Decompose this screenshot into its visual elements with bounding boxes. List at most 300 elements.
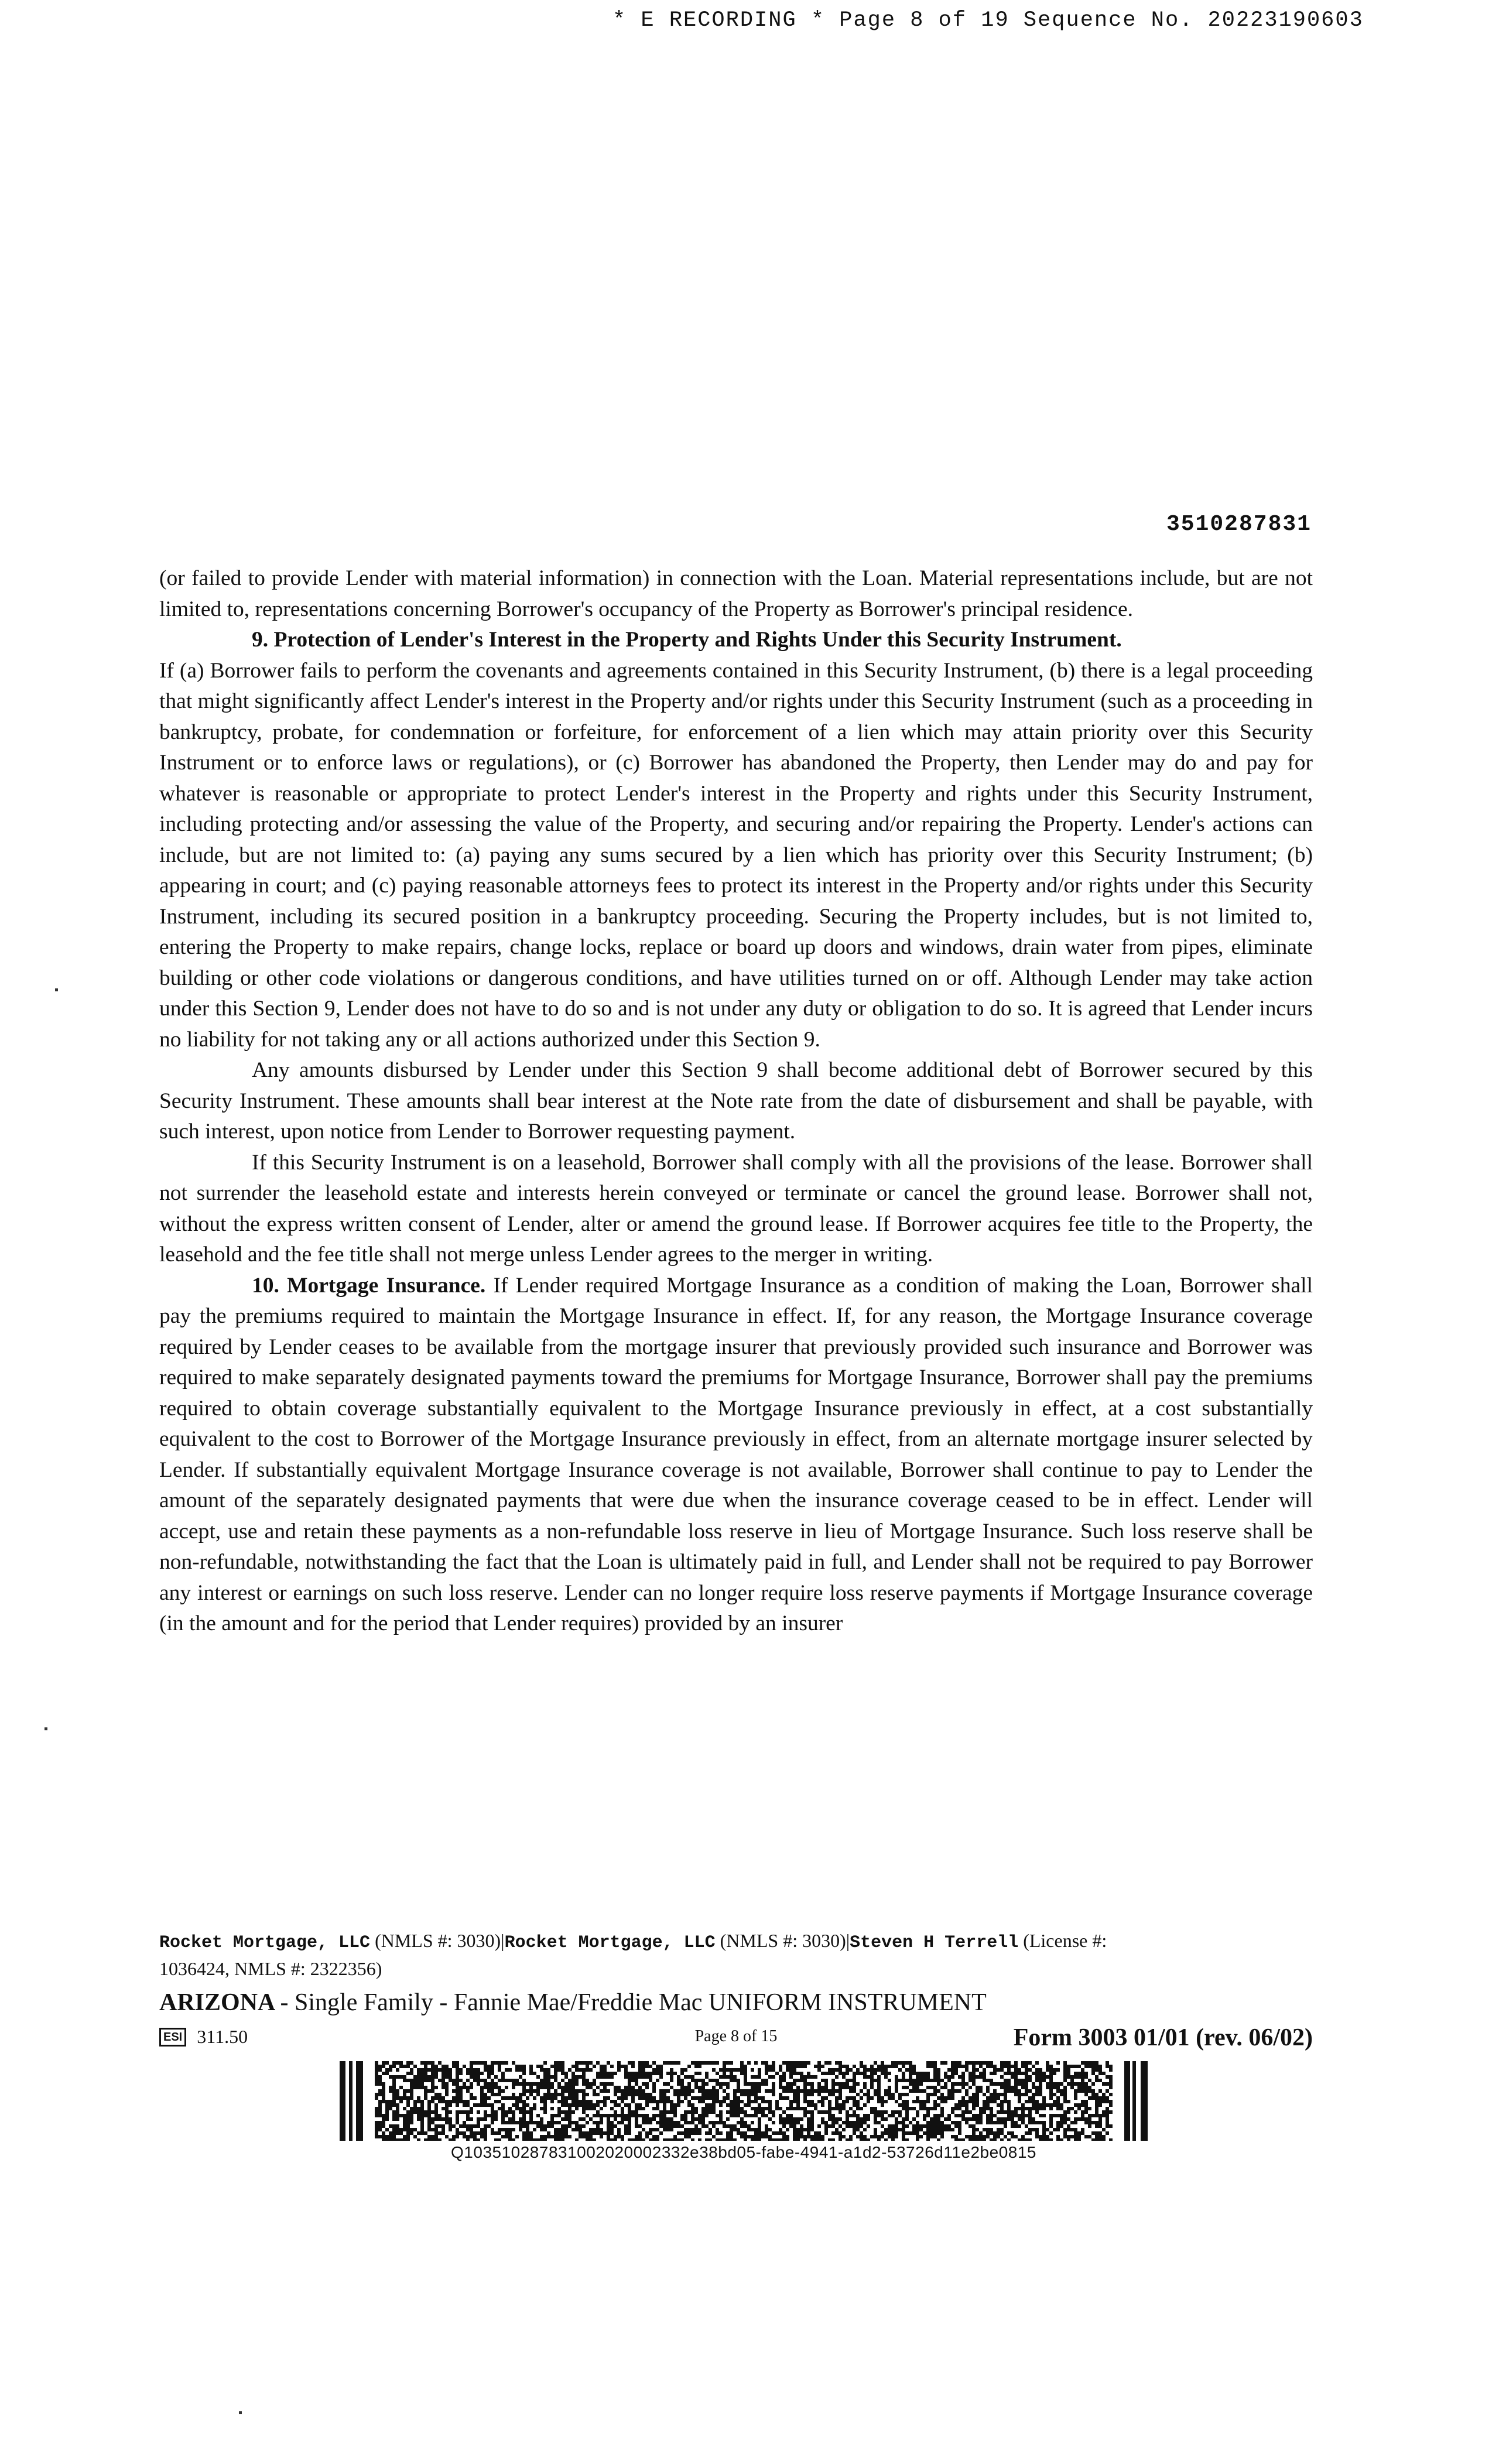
barcode-cell [803,2114,807,2117]
barcode-cell [744,2072,747,2075]
barcode-cell [803,2065,807,2068]
barcode-cell [691,2089,694,2093]
barcode-cell [824,2110,828,2114]
barcode-cell [789,2065,793,2068]
barcode-cell [505,2068,508,2072]
barcode-cell [445,2086,449,2089]
barcode-cell [582,2061,586,2065]
barcode-cell [824,2079,828,2082]
barcode-cell [420,2107,424,2110]
barcode-cell [529,2110,533,2114]
barcode-cell [1088,2065,1091,2068]
barcode-cell [786,2128,789,2131]
barcode-cell [1046,2135,1049,2138]
barcode-cell [452,2135,456,2138]
barcode-cell [631,2096,635,2100]
barcode-cell [983,2103,986,2107]
barcode-cell [1039,2079,1042,2082]
barcode-cell [385,2061,389,2065]
barcode-cell [522,2103,526,2107]
barcode-cell [547,2131,550,2135]
barcode-cell [1109,2110,1113,2114]
barcode-cell [954,2138,958,2141]
barcode-cell [744,2110,747,2114]
barcode-cell [431,2135,434,2138]
barcode-cell [1046,2075,1049,2079]
barcode-cell [782,2072,786,2075]
barcode-cell [628,2114,631,2117]
barcode-cell [473,2124,477,2128]
barcode-cell [1053,2103,1056,2107]
barcode-cell [498,2100,501,2103]
form-code-box: ESI [159,2028,186,2047]
barcode-cell [526,2135,529,2138]
barcode-cell [1056,2103,1060,2107]
barcode-cell [846,2082,849,2086]
barcode-cell [684,2110,687,2114]
barcode-cell [1042,2100,1046,2103]
barcode-cell [564,2131,568,2135]
barcode-cell [442,2117,445,2121]
barcode-cell [424,2075,427,2079]
barcode-cell [382,2124,385,2128]
barcode-cell [508,2128,512,2131]
barcode-cell [410,2117,413,2121]
barcode-cell [1098,2103,1102,2107]
barcode-cell [990,2093,993,2096]
barcode-cell [765,2079,768,2082]
barcode-cell [385,2114,389,2117]
barcode-cell [434,2110,438,2114]
barcode-cell [1081,2086,1084,2089]
barcode-cell [438,2131,442,2135]
barcode-cell [589,2086,593,2089]
barcode-cell [638,2096,642,2100]
barcode-cell [406,2138,410,2141]
barcode-cell [663,2061,666,2065]
barcode-cell [491,2093,494,2096]
barcode-cell [796,2135,800,2138]
barcode-cell [951,2093,954,2096]
barcode-cell [1014,2072,1018,2075]
barcode-cell [972,2072,976,2075]
barcode-cell [698,2128,701,2131]
barcode-cell [993,2135,997,2138]
barcode-cell [617,2114,621,2117]
barcode-cell [972,2068,976,2072]
barcode-cell [529,2089,533,2093]
barcode-cell [1025,2100,1028,2103]
barcode-cell [1053,2072,1056,2075]
barcode-cell [990,2121,993,2124]
barcode-cell [1046,2082,1049,2086]
barcode-cell [1028,2131,1032,2135]
barcode-cell [754,2086,758,2089]
barcode-cell [712,2107,716,2110]
barcode-cell [842,2065,846,2068]
barcode-cell [691,2114,694,2117]
barcode-cell [1063,2131,1067,2135]
barcode-cell [758,2086,761,2089]
barcode-cell [666,2096,670,2100]
barcode-cell [403,2107,406,2110]
barcode-cell [1025,2079,1028,2082]
barcode-cell [1088,2079,1091,2082]
barcode-cell [385,2068,389,2072]
barcode-cell [663,2114,666,2117]
barcode-cell [821,2117,824,2121]
barcode-cell [828,2061,831,2065]
barcode-cell [782,2086,786,2089]
barcode-cell [628,2089,631,2093]
barcode-cell [687,2131,691,2135]
barcode-cell [1056,2135,1060,2138]
barcode-cell [772,2089,775,2093]
barcode-cell [624,2124,628,2128]
barcode-cell [705,2107,709,2110]
barcode-cell [933,2107,937,2110]
barcode-cell [456,2131,459,2135]
barcode-cell [968,2138,972,2141]
barcode-cell [895,2065,898,2068]
barcode-cell [529,2068,533,2072]
barcode-cell [512,2103,515,2107]
barcode-cell [540,2138,543,2141]
barcode-cell [810,2121,814,2124]
barcode-cell [501,2072,505,2075]
barcode-cell [677,2061,680,2065]
barcode-cell [905,2110,909,2114]
barcode-cell [399,2138,403,2141]
barcode-cell [944,2082,947,2086]
barcode-cell [586,2093,589,2096]
barcode-cell [600,2131,603,2135]
barcode-cell [979,2114,983,2117]
barcode-cell [389,2103,392,2107]
barcode-cell [761,2107,765,2110]
barcode-cell [779,2079,782,2082]
barcode-guard-bar [349,2061,352,2141]
barcode-cell [705,2138,709,2141]
barcode-cell [698,2114,701,2117]
barcode-cell [617,2121,621,2124]
barcode-cell [754,2107,758,2110]
barcode-cell [1091,2082,1095,2086]
barcode-cell [571,2103,575,2107]
barcode-cell [1035,2103,1039,2107]
barcode-cell [1007,2100,1011,2103]
barcode-cell [849,2079,853,2082]
barcode-cell [575,2138,579,2141]
barcode-cell [1053,2114,1056,2117]
barcode-cell [1088,2121,1091,2124]
barcode-cell [846,2114,849,2117]
barcode-cell [976,2086,979,2089]
barcode-cell [733,2138,737,2141]
barcode-cell [1007,2065,1011,2068]
barcode-cell [673,2093,677,2096]
barcode-cell [663,2121,666,2124]
barcode-cell [607,2138,610,2141]
barcode-cell [579,2131,582,2135]
barcode-cell [726,2138,730,2141]
barcode-cell [445,2075,449,2079]
barcode-cell [933,2135,937,2138]
barcode-cell [824,2089,828,2093]
barcode-cell [747,2114,751,2117]
barcode-cell [1000,2068,1004,2072]
barcode-cell [392,2075,396,2079]
barcode-cell [1039,2082,1042,2086]
barcode-guard-bar [1132,2061,1136,2141]
barcode-cell [670,2086,673,2089]
barcode-cell [431,2089,434,2093]
barcode-cell [751,2107,754,2110]
barcode-cell [740,2121,744,2124]
barcode-cell [631,2065,635,2068]
barcode-cell [983,2138,986,2141]
barcode-cell [1081,2072,1084,2075]
barcode-cell [898,2114,902,2117]
barcode-cell [712,2121,716,2124]
barcode-cell [670,2121,673,2124]
barcode-cell [652,2100,656,2103]
barcode-cell [1056,2068,1060,2072]
barcode-cell [656,2121,659,2124]
barcode-cell [484,2110,487,2114]
barcode-cell [1091,2121,1095,2124]
barcode-cell [1032,2107,1035,2110]
barcode-cell [1056,2096,1060,2100]
barcode-cell [821,2100,824,2103]
barcode-cell [413,2103,417,2107]
barcode-cell [835,2117,839,2121]
barcode-cell [396,2110,399,2114]
barcode-cell [582,2100,586,2103]
barcode-cell [385,2110,389,2114]
barcode-cell [926,2131,930,2135]
barcode-cell [888,2079,891,2082]
barcode-cell [810,2135,814,2138]
barcode-cell [670,2061,673,2065]
barcode-cell [406,2117,410,2121]
barcode-cell [895,2128,898,2131]
barcode-cell [417,2072,420,2075]
barcode-cell [557,2107,561,2110]
barcode-cell [1106,2082,1109,2086]
barcode-cell [912,2079,916,2082]
barcode-cell [972,2131,976,2135]
barcode-cell [758,2128,761,2131]
barcode-cell [930,2128,933,2131]
barcode-cell [1081,2117,1084,2121]
barcode-cell [666,2110,670,2114]
section-9-heading: 9. Protection of Lender's Interest in the Property and Rights Under this Security Instrument. [252,628,1122,652]
barcode-cell [554,2079,557,2082]
barcode-cell [557,2061,561,2065]
barcode-cell [575,2121,579,2124]
barcode-cell [512,2096,515,2100]
barcode-cell [709,2138,712,2141]
barcode-cell [905,2061,909,2065]
barcode-cell [607,2075,610,2079]
barcode-cell [420,2079,424,2082]
barcode-cell [687,2128,691,2131]
barcode-cell [480,2061,484,2065]
barcode-cell [392,2079,396,2082]
barcode-cell [610,2128,614,2131]
barcode-cell [867,2138,870,2141]
barcode-cell [1109,2103,1113,2107]
barcode-cell [839,2124,842,2128]
barcode-cell [758,2075,761,2079]
barcode-cell [937,2131,940,2135]
barcode-cell [505,2061,508,2065]
barcode-cell [575,2079,579,2082]
barcode-cell [491,2089,494,2093]
barcode-cell [789,2114,793,2117]
barcode-cell [1067,2117,1070,2121]
barcode-cell [480,2079,484,2082]
barcode-cell [719,2082,723,2086]
barcode-cell [1084,2086,1088,2089]
barcode-cell [656,2103,659,2107]
barcode-cell [705,2075,709,2079]
barcode-cell [561,2068,564,2072]
barcode-cell [607,2114,610,2117]
barcode-cell [775,2138,779,2141]
barcode-cell [898,2079,902,2082]
barcode-cell [666,2138,670,2141]
barcode-cell [575,2100,579,2103]
barcode-cell [768,2128,772,2131]
barcode-cell [747,2100,751,2103]
barcode-cell [712,2103,716,2107]
barcode-cell [793,2121,796,2124]
barcode-cell [494,2131,498,2135]
barcode-cell [1077,2107,1081,2110]
barcode-cell [642,2121,645,2124]
barcode-cell [522,2086,526,2089]
barcode-cell [997,2131,1000,2135]
barcode-cell [642,2072,645,2075]
barcode-cell [972,2117,976,2121]
barcode-cell [979,2110,983,2114]
barcode-cell [958,2131,961,2135]
barcode-cell [726,2093,730,2096]
barcode-cell [1039,2103,1042,2107]
barcode-cell [501,2117,505,2121]
barcode-cell [902,2086,905,2089]
barcode-cell [600,2065,603,2068]
barcode-cell [600,2089,603,2093]
barcode-cell [986,2114,990,2117]
barcode-cell [1000,2121,1004,2124]
barcode-cell [986,2086,990,2089]
barcode-cell [694,2117,698,2121]
barcode-cell [1007,2131,1011,2135]
barcode-cell [663,2089,666,2093]
barcode-cell [466,2138,470,2141]
barcode-cell [990,2061,993,2065]
barcode-cell [656,2107,659,2110]
barcode-cell [758,2135,761,2138]
barcode-cell [874,2068,877,2072]
barcode-cell [424,2061,427,2065]
barcode-cell [543,2068,547,2072]
barcode-cell [1007,2117,1011,2121]
barcode-cell [554,2138,557,2141]
barcode-cell [701,2082,705,2086]
barcode-cell [463,2082,466,2086]
barcode-cell [839,2089,842,2093]
barcode-cell [719,2103,723,2107]
barcode-cell [758,2117,761,2121]
barcode-cell [933,2121,937,2124]
barcode-cell [972,2128,976,2131]
barcode-cell [849,2124,853,2128]
barcode-cell [582,2079,586,2082]
barcode-cell [431,2096,434,2100]
barcode-cell [1046,2138,1049,2141]
separator: | [846,1930,850,1951]
barcode-cell [884,2075,888,2079]
barcode-cell [874,2121,877,2124]
barcode-cell [378,2079,382,2082]
barcode-cell [877,2135,881,2138]
barcode-cell [986,2107,990,2110]
barcode-cell [758,2096,761,2100]
barcode-cell [477,2138,480,2141]
barcode-cell [656,2068,659,2072]
barcode-cell [561,2135,564,2138]
barcode-cell [867,2100,870,2103]
barcode-cell [403,2124,406,2128]
barcode-cell [842,2135,846,2138]
barcode-cell [793,2065,796,2068]
barcode-cell [466,2068,470,2072]
barcode-cell [568,2135,571,2138]
barcode-cell [712,2086,716,2089]
barcode-cell [410,2068,413,2072]
barcode-cell [835,2103,839,2107]
barcode-cell [498,2079,501,2082]
barcode-cell [1074,2093,1077,2096]
barcode-cell [561,2086,564,2089]
barcode-cell [863,2072,867,2075]
barcode-cell [459,2093,463,2096]
barcode-cell [385,2135,389,2138]
barcode-cell [1049,2131,1053,2135]
barcode-cell [937,2079,940,2082]
barcode-cell [396,2096,399,2100]
barcode-cell [694,2131,698,2135]
barcode-cell [1060,2117,1063,2121]
barcode-cell [449,2124,452,2128]
barcode-cell [1000,2110,1004,2114]
barcode-cell [1060,2124,1063,2128]
barcode-cell [860,2131,863,2135]
barcode-cell [1084,2107,1088,2110]
barcode-cell [491,2072,494,2075]
barcode-cell [526,2138,529,2141]
barcode-cell [406,2065,410,2068]
barcode-cell [378,2075,382,2079]
barcode-cell [916,2079,919,2082]
barcode-cell [624,2068,628,2072]
barcode-cell [909,2061,912,2065]
barcode-cell [817,2082,821,2086]
